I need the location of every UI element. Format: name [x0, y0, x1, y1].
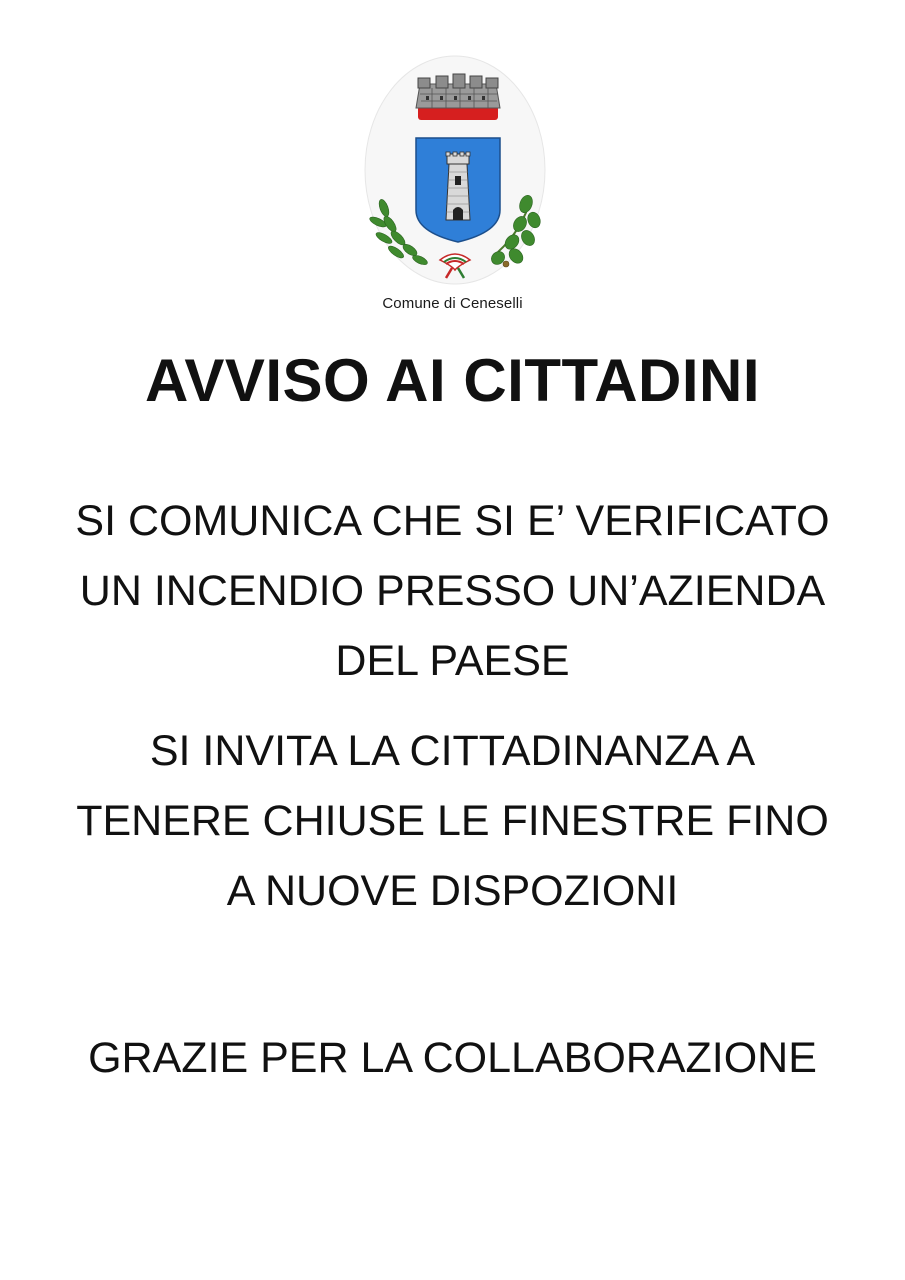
notice-line: SI COMUNICA CHE SI E’ VERIFICATO [75, 497, 830, 545]
comune-label: Comune di Ceneselli [382, 295, 523, 312]
notice-line: SI INVITA LA CITTADINANZA A [149, 727, 756, 775]
notice-line: TENERE CHIUSE LE FINESTRE FINO [76, 797, 829, 845]
coat-of-arms-icon [360, 52, 550, 287]
closing-thanks: GRAZIE PER LA COLLABORAZIONE [88, 1034, 817, 1082]
notice-line: A NUOVE DISPOZIONI [226, 867, 679, 915]
notice-paragraph-fire [20, 486, 885, 696]
notice-line: UN INCENDIO PRESSO UN’AZIENDA [79, 567, 826, 615]
notice-title: AVVISO AI CITTADINI [144, 347, 761, 414]
notice-paragraph-windows [20, 716, 885, 926]
notice-line: DEL PAESE [335, 637, 570, 685]
